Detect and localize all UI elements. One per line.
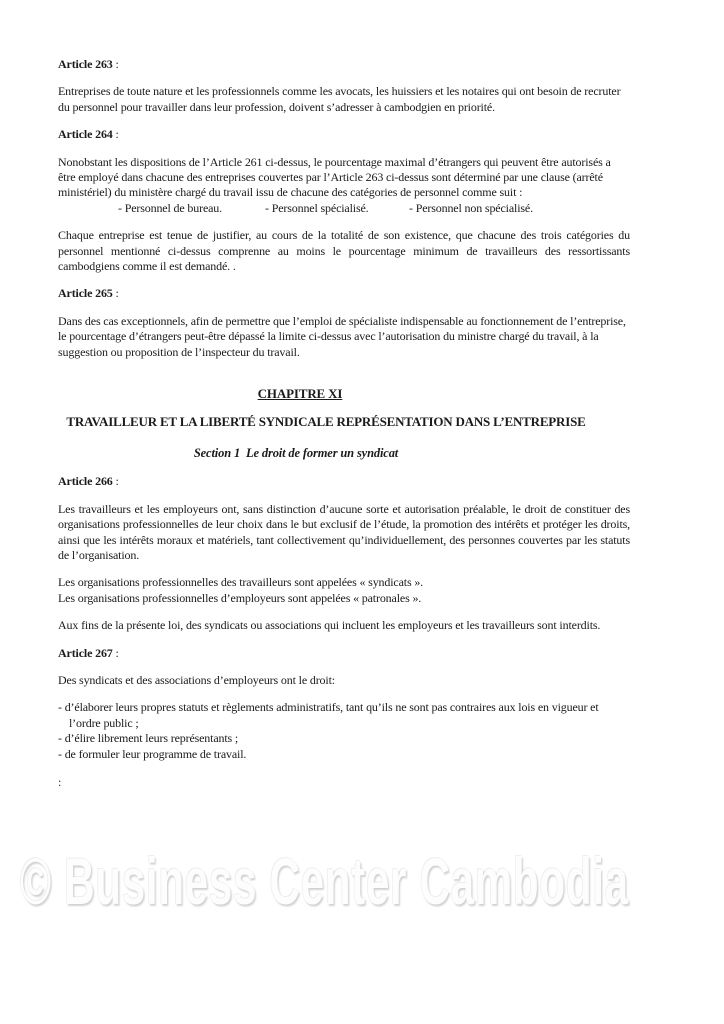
article-267-list (58, 700, 630, 762)
article-266-paragraph-3: Aux fins de la présente loi, des syndicats ou associations qui incluent les employeurs et les travailleurs sont interdits. (58, 618, 601, 633)
article-266-line-syndicats: Les organisations professionnelles des travailleurs sont appelées « syndicats ». (58, 575, 424, 590)
article-264-colon: : (112, 127, 119, 142)
article-267-colon: : (112, 645, 119, 660)
article-264-heading (58, 127, 630, 142)
section-title: Section 1 Le droit de former un syndicat (193, 445, 399, 460)
chapter-heading: CHAPITRE XI (257, 386, 343, 402)
article-263-label: Article 263 (58, 57, 113, 71)
personnel-tab-non-specialise: - Personnel non spécialisé. (409, 200, 533, 215)
personnel-tab-specialise: - Personnel spécialisé. (265, 200, 369, 215)
article-263-heading (58, 57, 630, 72)
article-266-line-patronales: Les organisations professionnelles d’employeurs sont appelées « patronales ». (58, 590, 422, 605)
article-267-intro: Des syndicats et des associations d’employeurs ont le droit: (58, 672, 335, 687)
article-263-paragraph: Entreprises de toute nature et les professionnels comme les avocats, les huissiers et les notaires qui ont besoin de recruter du personnel pour travailler dans leur profession, doivent s’adresser à cambodgien en priorité. (58, 84, 621, 114)
article-265-colon: : (112, 286, 119, 301)
trailing-colon: : (58, 774, 62, 789)
article-266-paragraph-1: Les travailleurs et les employeurs ont, sans distinction d’aucune sorte et autorisation préalable, le droit de constituer des organisations professionnelles de leur choix dans le but exclusif de l’étude, la promotion des intérêts et protéger les droits, ainsi que les intérêts moraux et matériels, tant collectivement qu’individuellement, des personnes couvertes par les statuts de l’organisation. (58, 501, 630, 562)
article-265-label: Article 265 (58, 286, 113, 301)
list-item: - de formuler leur programme de travail. (58, 746, 247, 761)
personnel-categories-line (58, 201, 630, 216)
article-265-paragraph: Dans des cas exceptionnels, afin de permettre que l’emploi de spécialiste indispensable au fonctionnement de l’entreprise, le pourcentage d’étrangers peut-être dépassé la limite ci-dessus avec l’autorisation du ministre chargé du travail, à la suggestion ou proposition de l’inspecteur du travail. (58, 313, 626, 359)
document-content (58, 57, 630, 790)
personnel-tab-bureau: - Personnel de bureau. (118, 200, 222, 215)
list-item: - d’élire librement leurs représentants ; (58, 731, 239, 746)
article-267-label: Article 267 (58, 645, 113, 660)
article-264-label: Article 264 (58, 127, 113, 142)
list-item: - d’élaborer leurs propres statuts et règlements administratifs, tant qu’ils ne sont pas contraires aux lois en vigueur et l’ordre public ; (58, 700, 599, 730)
article-265-heading (58, 286, 630, 301)
article-267-heading (58, 646, 630, 661)
watermark: © Business Center Cambodia (20, 844, 629, 918)
article-266-label: Article 266 (58, 474, 113, 489)
article-263-colon: : (112, 57, 119, 71)
article-266-colon: : (112, 474, 119, 489)
article-264-paragraph-2: Chaque entreprise est tenue de justifier, au cours de la totalité de son existence, que chacune des trois catégories du personnel mentionné ci-dessus comprenne au moins le pourcentage minimum de travailleurs des ressortissants cambodgiens comme il est demandé. . (58, 228, 630, 274)
chapter-title: TRAVAILLEUR ET LA LIBERTÉ SYNDICALE REPRÉSENTATION DANS L’ENTREPRISE (66, 414, 586, 430)
article-264-paragraph-1: Nonobstant les dispositions de l’Article 261 ci-dessus, le pourcentage maximal d’étrangers qui peuvent être autorisés a être employé dans chacune des entreprises couvertes par l’Article 263 ci-dessus sont déterminé par une clause (arrêté ministériel) du ministère chargé du travail issu de chacune des catégories de personnel comme suit : (58, 154, 611, 200)
article-266-heading (58, 474, 630, 489)
